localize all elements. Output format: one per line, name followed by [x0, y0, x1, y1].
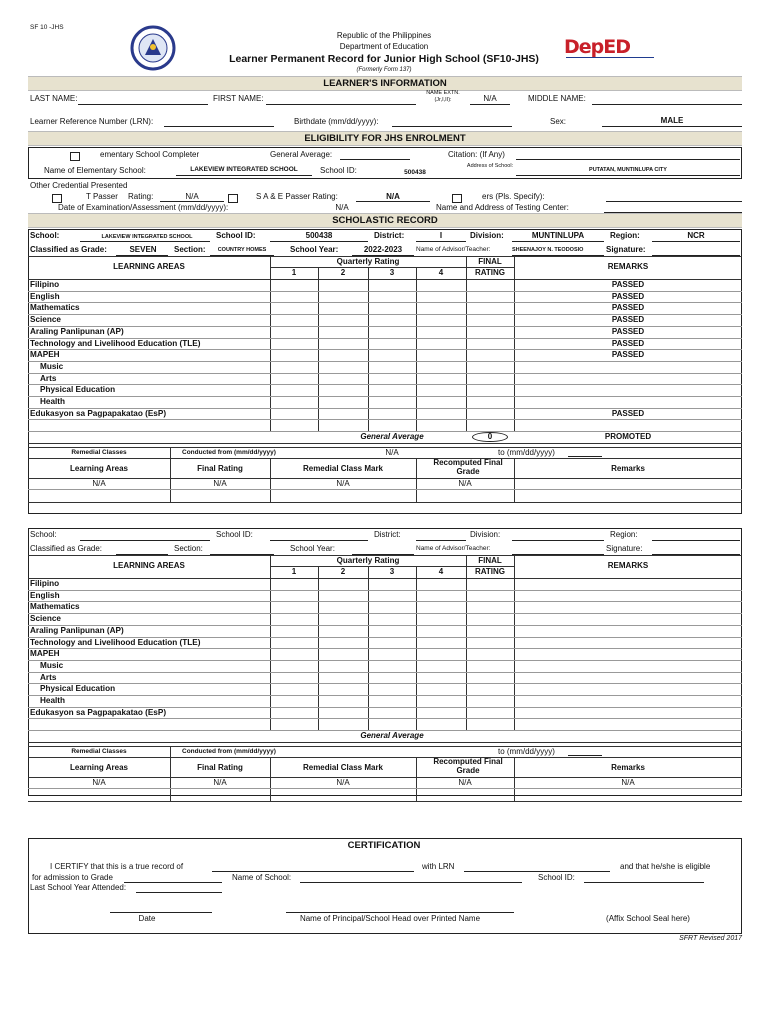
deped-logo-underline: [566, 57, 654, 58]
rec1-row-line: [28, 373, 742, 374]
rec2-quarter-2-header: 2: [340, 567, 346, 576]
learner-info-band: LEARNER'S INFORMATION: [28, 76, 742, 91]
ae-underline: [356, 201, 430, 202]
rec2-row-line: [28, 695, 742, 696]
rec2-district-label: District:: [374, 530, 401, 539]
rec1-ga-value[interactable]: 0: [487, 432, 493, 442]
rec1-to-underline[interactable]: [568, 456, 602, 457]
exam-date-value[interactable]: N/A: [335, 203, 349, 212]
address-value[interactable]: PUTATAN, MUNTINLUPA CITY: [589, 167, 667, 173]
rec2-subject-label: Music: [40, 660, 64, 670]
rec1-quarter-4-header: 4: [438, 268, 444, 277]
rec2-learning-areas-header: LEARNING AREAS: [113, 561, 185, 570]
rec1-final-header: FINAL: [478, 257, 502, 266]
first-name-label: FIRST NAME:: [213, 94, 264, 103]
last-name-label: LAST NAME:: [30, 94, 78, 103]
rec2-row-line: [28, 660, 742, 661]
rec2-rem-head-grade: Grade: [456, 765, 480, 775]
rec2-col-line-5: [514, 555, 515, 730]
rec1-quarter-3-header: 3: [389, 268, 395, 277]
rec1-adviser-value[interactable]: SHEENAJOY N. TEODOSIO: [512, 247, 584, 253]
pept-rating-label: Rating:: [128, 192, 154, 201]
rec2-subject-label: Physical Education: [40, 684, 116, 694]
birthdate-field[interactable]: [392, 126, 512, 127]
citation-label: Citation: (If Any): [448, 150, 505, 159]
deped-seal-icon: [125, 25, 181, 71]
rec1-ga-remark[interactable]: PROMOTED: [604, 432, 652, 442]
rec2-quarter-1-header: 1: [291, 567, 297, 576]
rec1-subject-remark[interactable]: PASSED: [611, 326, 645, 336]
cert-line1b: with LRN: [422, 862, 455, 871]
rec2-subject-label: Edukasyon sa Pagpapakatao (EsP): [30, 707, 167, 717]
rec1-ga-bottom-line: [28, 443, 742, 444]
rec2-quarter-3-header: 3: [389, 567, 395, 576]
cert-principal-label: Name of Principal/School Head over Printed Name: [299, 914, 481, 923]
cert-date-line[interactable]: [110, 912, 212, 913]
cert-school-id-field[interactable]: [584, 882, 704, 883]
rec1-subject-remark[interactable]: PASSED: [611, 303, 645, 313]
rec1-col-line-4: [466, 256, 467, 431]
rec2-subject-label: English: [30, 590, 60, 600]
form-code: SF 10 -JHS: [30, 24, 64, 31]
rec1-subject-label: English: [30, 291, 60, 301]
last-name-field[interactable]: [78, 104, 208, 105]
rec1-general-average-label: General Average: [360, 432, 424, 442]
header-department: Department of Education: [339, 42, 429, 51]
cert-date-label: Date: [138, 914, 156, 923]
rec2-subject-label: Technology and Livelihood Education (TLE): [30, 637, 201, 647]
address-underline: [516, 175, 740, 176]
others-label: ers (Pls. Specify):: [482, 192, 545, 201]
elig-school-id-label: School ID:: [320, 166, 357, 175]
rec2-rem-bottom-line: [28, 801, 742, 802]
deped-logo: [564, 36, 630, 58]
rec1-subject-label: Music: [40, 361, 64, 371]
rec2-subject-label: Araling Panlipunan (AP): [30, 625, 124, 635]
rec2-to-underline[interactable]: [568, 755, 602, 756]
rec2-section-label: Section:: [174, 544, 203, 553]
rec1-rem-head-0: Learning Areas: [70, 463, 128, 473]
rec1-grade-label: Classified as Grade:: [30, 245, 107, 254]
cert-school-field[interactable]: [300, 882, 522, 883]
rec2-row-line: [28, 613, 742, 614]
rec1-section-label: Section:: [174, 245, 206, 254]
rec1-division-label: Division:: [470, 231, 504, 240]
rec2-district-underline: [416, 540, 466, 541]
rec1-quarterly-header: Quarterly Rating: [336, 257, 400, 266]
cert-line3: Last School Year Attended:: [30, 883, 127, 892]
rec2-general-average-label: General Average: [360, 731, 424, 741]
cert-line1a: I CERTIFY that this is a true record of: [50, 862, 184, 871]
rec2-subject-label: Health: [40, 696, 66, 705]
cert-learner-name-field[interactable]: [212, 871, 414, 872]
name-extn-underline: [470, 104, 510, 105]
rec2-to-label: to (mm/dd/yyyy): [498, 746, 555, 756]
rec1-section-value[interactable]: COUNTRY HOMES: [217, 247, 267, 253]
rec1-row-line: [28, 419, 742, 420]
ae-label: S A & E Passer Rating:: [256, 192, 338, 201]
rec1-subject-label: MAPEH: [30, 350, 60, 360]
rec1-division-underline: [512, 241, 604, 242]
rec1-grade-value[interactable]: SEVEN: [129, 245, 157, 254]
rec1-conducted-from-value[interactable]: N/A: [385, 447, 399, 457]
rec1-subject-remark[interactable]: PASSED: [611, 338, 645, 348]
rec2-division-label: Division:: [470, 530, 501, 539]
rec1-rem-na-3[interactable]: N/A: [458, 478, 472, 488]
rec1-subject-label: Araling Panlipunan (AP): [30, 326, 124, 336]
rec1-rem-na-0[interactable]: N/A: [92, 478, 106, 488]
rec1-signature-label: Signature:: [606, 245, 646, 254]
rec1-subject-label: Mathematics: [30, 303, 80, 313]
middle-name-label: MIDDLE NAME:: [528, 94, 586, 103]
rec1-rem-head-recomputed: Recomputed Final: [433, 457, 503, 467]
rec1-district-label: District:: [374, 231, 405, 240]
pept-label: T Passer: [86, 192, 118, 201]
gen-avg-field[interactable]: [340, 159, 410, 160]
elem-completer-checkbox[interactable]: [70, 152, 80, 161]
others-checkbox[interactable]: [452, 194, 462, 203]
rec1-region-underline: [652, 241, 740, 242]
elem-school-underline: [176, 175, 312, 176]
rec1-school-underline: [80, 241, 210, 242]
rec2-row-line: [28, 672, 742, 673]
rec1-conducted-from-label: Conducted from (mm/dd/yyyy): [182, 448, 276, 456]
rec1-col-line-0: [270, 256, 271, 431]
cert-line2c: School ID:: [538, 873, 575, 882]
rec1-subject-label: Physical Education: [40, 385, 116, 395]
rec2-rem-na-3[interactable]: N/A: [458, 777, 472, 787]
rec1-rem-col-line: [514, 458, 515, 502]
rec2-row-line: [28, 601, 742, 602]
cert-grade-field[interactable]: [124, 882, 222, 883]
rec1-to-label: to (mm/dd/yyyy): [498, 447, 555, 457]
name-extn-value[interactable]: N/A: [483, 94, 497, 103]
rec2-remedial-classes-label: Remedial Classes: [71, 747, 127, 755]
rec1-rating-header: RATING: [474, 268, 506, 277]
exam-date-label: Date of Examination/Assessment (mm/dd/yyyy):: [58, 203, 229, 212]
cert-line2a: for admission to Grade: [32, 873, 113, 882]
rec1-quarter-2-header: 2: [340, 268, 346, 277]
rec2-col-line-4: [466, 555, 467, 730]
cert-sy-field[interactable]: [136, 892, 222, 893]
citation-field[interactable]: [516, 159, 740, 160]
rec1-subject-remark[interactable]: PASSED: [611, 291, 645, 301]
rec1-subject-label: Arts: [40, 373, 57, 383]
rec2-school-id-underline: [270, 540, 368, 541]
rec1-remarks-header: REMARKS: [607, 262, 649, 271]
lrn-field[interactable]: [164, 126, 274, 127]
rec2-subject-label: Arts: [40, 672, 57, 682]
rec1-district-underline: [416, 241, 466, 242]
cert-line2b: Name of School:: [232, 873, 292, 882]
rec1-row-line: [28, 361, 742, 362]
rec2-rem-split-line: [170, 746, 171, 757]
elem-completer-label: ementary School Completer: [100, 150, 200, 159]
rec1-rem-head-2: Remedial Class Mark: [302, 463, 384, 473]
rec1-rem-values-line: [28, 489, 742, 490]
rec1-region-value[interactable]: NCR: [687, 231, 705, 240]
first-name-field[interactable]: [266, 104, 416, 105]
birthdate-label: Birthdate (mm/dd/yyyy):: [294, 117, 379, 126]
rec2-row-line: [28, 718, 742, 719]
rec2-conducted-from-label: Conducted from (mm/dd/yyyy): [182, 747, 276, 755]
rec2-rem-na-2[interactable]: N/A: [336, 777, 350, 787]
rec1-school-value[interactable]: LAKEVIEW INTEGRATED SCHOOL: [101, 234, 193, 240]
rec2-row-line: [28, 590, 742, 591]
rec1-subject-label: Science: [30, 315, 61, 325]
rec1-rem-head-grade: Grade: [456, 466, 480, 476]
rec2-rem-head-4: Remarks: [611, 762, 645, 772]
rec2-table-head-line: [28, 578, 742, 579]
rec1-learning-areas-header: LEARNING AREAS: [113, 262, 185, 271]
rec1-subject-remark[interactable]: PASSED: [611, 280, 645, 289]
rec2-row-line: [28, 648, 742, 649]
rec2-school-label: School:: [30, 530, 57, 539]
others-field[interactable]: [606, 201, 742, 202]
rec2-rem-na-4[interactable]: N/A: [621, 777, 635, 787]
rec1-district-value[interactable]: I: [439, 231, 443, 240]
middle-name-field[interactable]: [592, 104, 742, 105]
rec1-remedial-classes-label: Remedial Classes: [71, 448, 127, 456]
rec2-signature-label: Signature:: [606, 544, 643, 553]
pept-rating-underline: [160, 201, 224, 202]
rec2-subject-label: MAPEH: [30, 649, 60, 659]
rec1-subject-label: Filipino: [30, 280, 60, 289]
rec1-school-id-value[interactable]: 500438: [305, 231, 333, 240]
rec2-region-underline: [652, 540, 740, 541]
rec1-rem-na-1[interactable]: N/A: [213, 478, 227, 488]
elem-school-value[interactable]: LAKEVIEW INTEGRATED SCHOOL: [190, 166, 298, 173]
rec2-remarks-header: REMARKS: [607, 561, 649, 570]
rec1-subject-remark[interactable]: PASSED: [611, 315, 645, 325]
rec2-subject-label: Filipino: [30, 579, 60, 588]
rec2-ga-bottom-line: [28, 742, 742, 743]
rec2-rating-header: RATING: [474, 567, 506, 576]
lrn-label: Learner Reference Number (LRN):: [30, 117, 154, 126]
rec1-school-id-underline: [270, 241, 368, 242]
pept-checkbox[interactable]: [52, 194, 62, 203]
rec1-rem-head-1: Final Rating: [197, 463, 243, 473]
rec1-school-id-label: School ID:: [216, 231, 256, 240]
rec1-quarter-1-header: 1: [291, 268, 297, 277]
rec1-sy-value[interactable]: 2022-2023: [363, 245, 403, 254]
rec2-rem-head-2: Remedial Class Mark: [302, 762, 384, 772]
cert-line1c: and that he/she is eligible: [620, 862, 711, 871]
rec2-rem-head-recomputed: Recomputed Final: [433, 756, 503, 766]
rec2-division-underline: [512, 540, 604, 541]
rec2-adviser-label: Name of Advisor/Teacher:: [416, 545, 491, 552]
certification-title: CERTIFICATION: [347, 840, 421, 851]
name-extn-label: NAME EXTN. (Jr,I,II):: [426, 90, 460, 103]
rec1-rem-split-line: [170, 447, 171, 458]
header-republic: Republic of the Philippines: [336, 31, 432, 40]
rec2-rem-head-0: Learning Areas: [70, 762, 128, 772]
address-label: Address of School:: [466, 163, 514, 169]
rec2-quarterly-header: Quarterly Rating: [336, 556, 400, 565]
rec2-grade-label: Classified as Grade:: [30, 544, 103, 553]
rec2-region-label: Region:: [610, 530, 638, 539]
eligibility-band: ELIGIBILITY FOR JHS ENROLMENT: [28, 131, 742, 146]
rec2-row-line: [28, 683, 742, 684]
cert-principal-line[interactable]: [286, 912, 514, 913]
page-title: Learner Permanent Record for Junior High School (SF10-JHS): [229, 53, 539, 65]
sex-value[interactable]: MALE: [660, 116, 684, 125]
rec2-school-underline: [80, 540, 210, 541]
cert-lrn-field[interactable]: [464, 871, 610, 872]
rec1-row-line: [28, 384, 742, 385]
rec1-row-line: [28, 396, 742, 397]
rec1-division-value[interactable]: MUNTINLUPA: [531, 231, 585, 240]
elem-school-label: Name of Elementary School:: [44, 166, 146, 175]
ae-checkbox[interactable]: [228, 194, 238, 203]
rec1-sy-label: School Year:: [290, 245, 339, 254]
other-credential-label: Other Credential Presented: [30, 181, 128, 190]
rec1-rem-na-2[interactable]: N/A: [336, 478, 350, 488]
rec2-rem-na-0[interactable]: N/A: [92, 777, 106, 787]
rec1-subject-label: Edukasyon sa Pagpapakatao (EsP): [30, 408, 167, 418]
rec2-sy-label: School Year:: [290, 544, 335, 553]
ae-value[interactable]: N/A: [386, 192, 400, 201]
deped-logo-text: DepED: [564, 36, 631, 58]
rec1-subject-label: Technology and Livelihood Education (TLE): [30, 338, 201, 348]
rec2-final-header: FINAL: [478, 556, 502, 565]
rec2-school-id-label: School ID:: [216, 530, 253, 539]
rec2-subject-label: Science: [30, 614, 61, 624]
rec1-subject-remark[interactable]: PASSED: [611, 350, 645, 360]
sex-label: Sex:: [550, 117, 567, 126]
gen-avg-label: General Average:: [270, 150, 333, 159]
pept-rating-value[interactable]: N/A: [185, 192, 199, 201]
rec2-rem-values-line: [28, 788, 742, 789]
rec1-school-label: School:: [30, 231, 60, 240]
rec2-rem-na-1[interactable]: N/A: [213, 777, 227, 787]
elig-school-id-value[interactable]: 500438: [404, 169, 426, 176]
testing-center-label: Name and Address of Testing Center:: [436, 203, 569, 212]
sex-underline: [602, 126, 742, 127]
rec2-col-line-0: [270, 555, 271, 730]
rec2-subject-label: Mathematics: [30, 602, 80, 612]
scholastic-band: SCHOLASTIC RECORD: [28, 213, 742, 228]
cert-seal-label: (Affix School Seal here): [606, 914, 690, 923]
header-formerly: (Formerly Form 137): [356, 67, 412, 73]
rec1-rem-head-4: Remarks: [611, 463, 645, 473]
rec1-adviser-label: Name of Advisor/Teacher:: [416, 246, 491, 253]
footer-revision: SFRT Revised 2017: [679, 935, 742, 942]
rec2-rem-head-1: Final Rating: [197, 762, 243, 772]
rec2-row-line: [28, 625, 742, 626]
rec1-rem-head-top-line: [28, 458, 742, 459]
rec1-region-label: Region:: [610, 231, 640, 240]
rec2-rem-head-top-line: [28, 757, 742, 758]
rec1-subject-label: Health: [40, 397, 66, 406]
rec1-subject-remark[interactable]: PASSED: [611, 408, 645, 418]
rec2-quarter-4-header: 4: [438, 567, 444, 576]
rec1-rem-bottom-line: [28, 502, 742, 503]
